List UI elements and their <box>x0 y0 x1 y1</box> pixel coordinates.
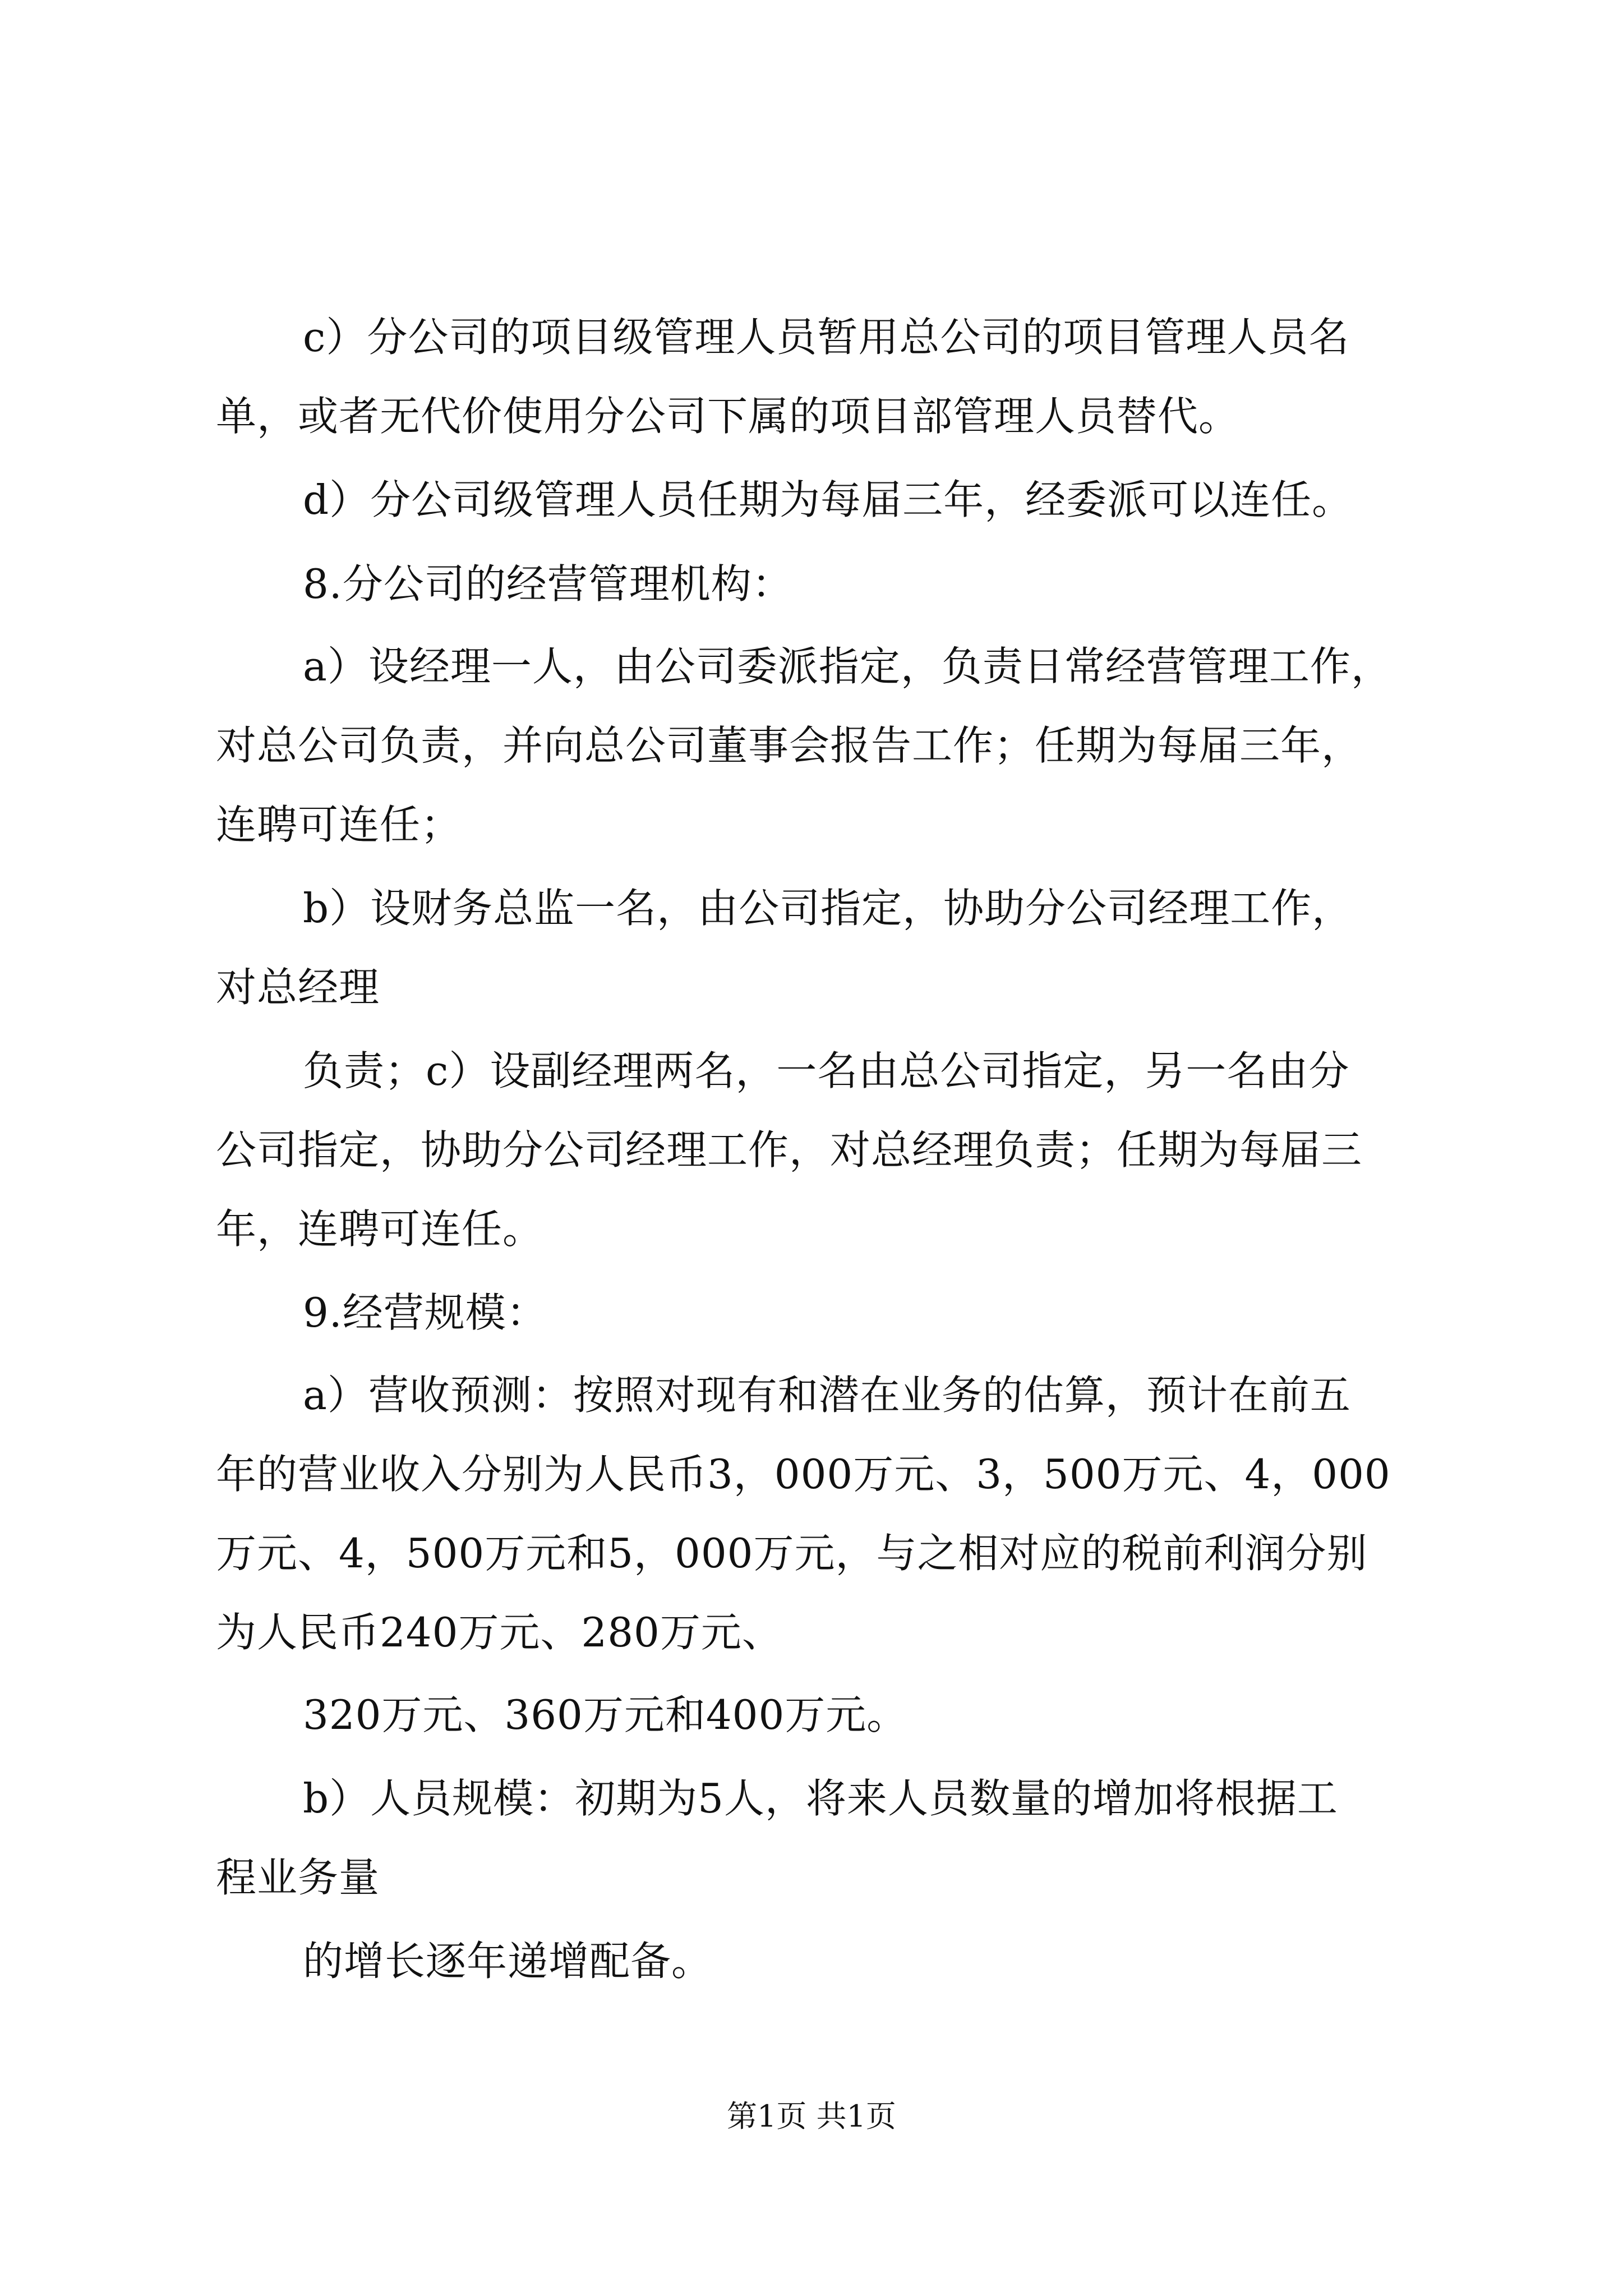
paragraph-line: 对总经理 <box>216 964 380 1011</box>
paragraph-line: 万元、4，500万元和5，000万元，与之相对应的税前利润分别 <box>216 1530 1368 1577</box>
paragraph-line: b）人员规模：初期为5人，将来人员数量的增加将根据工 <box>303 1775 1338 1822</box>
paragraph-line: c）分公司的项目级管理人员暂用总公司的项目管理人员名 <box>303 314 1350 361</box>
paragraph-line: 程业务量 <box>216 1854 380 1901</box>
paragraph-line: 年的营业收入分别为人民币3，000万元、3，500万元、4，000 <box>216 1451 1391 1498</box>
page-number-footer: 第1页 共1页 <box>727 2099 896 2134</box>
section-heading: 9.经营规模： <box>303 1289 547 1336</box>
paragraph-line: 负责；c）设副经理两名，一名由总公司指定，另一名由分 <box>303 1047 1350 1094</box>
paragraph-line: 的增长逐年递增配备。 <box>303 1938 713 1985</box>
paragraph-line: 连聘可连任； <box>216 801 462 848</box>
paragraph-line: 为人民币240万元、280万元、 <box>216 1609 783 1656</box>
paragraph-line: 公司指定，协助分公司经理工作，对总经理负责；任期为每届三 <box>216 1126 1363 1174</box>
paragraph-line: 对总公司负责，并向总公司董事会报告工作；任期为每届三年， <box>216 722 1363 769</box>
section-heading: 8.分公司的经营管理机构： <box>303 560 793 608</box>
paragraph-line: 320万元、360万元和400万元。 <box>303 1691 908 1738</box>
paragraph-line: a）设经理一人，由公司委派指定，负责日常经营管理工作， <box>303 643 1392 690</box>
paragraph-line: 年，连聘可连任。 <box>216 1205 544 1253</box>
paragraph-line: 单，或者无代价使用分公司下属的项目部管理人员替代。 <box>216 393 1240 440</box>
paragraph-line: a）营收预测：按照对现有和潜在业务的估算，预计在前五 <box>303 1372 1351 1419</box>
paragraph-line: b）设财务总监一名，由公司指定，协助分公司经理工作， <box>303 885 1353 932</box>
paragraph-line: d）分公司级管理人员任期为每届三年，经委派可以连任。 <box>303 476 1353 523</box>
